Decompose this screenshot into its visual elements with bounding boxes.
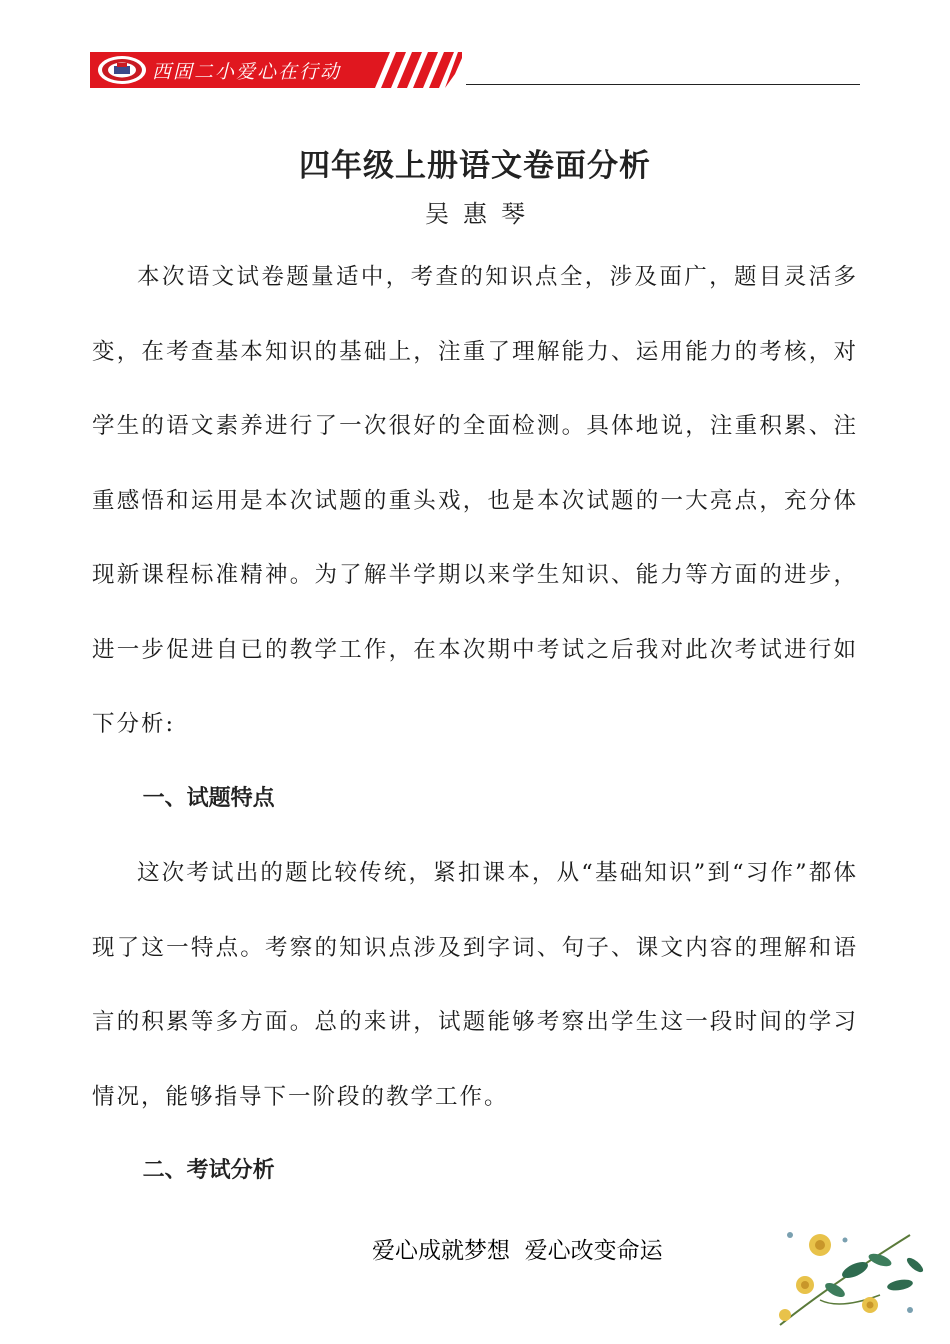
header-rule: [466, 84, 860, 85]
document-body: [92, 240, 858, 1209]
document-title: 四年级上册语文卷面分析: [299, 148, 651, 184]
section-heading-1: 一、试题特点: [142, 785, 275, 811]
school-emblem-icon: [98, 56, 146, 84]
chrysanthemum-flower-icon: [760, 1215, 930, 1330]
intro-paragraph: 本次语文试卷题量适中，考查的知识点全，涉及面广，题目灵活多变，在考查基本知识的基础上，注重了理解能力、运用能力的考核，对学生的语文素养进行了一次很好的全面检测。具体地说，注重积累、注重感悟和运用是本次试题的重头戏，也是本次试题的一大亮点，充分体现新课程标准精神。为了解半学期以来学生知识、能力等方面的进步，进一步促进自已的教学工作，在本次期中考试之后我对此次考试进行如下分析:: [92, 264, 858, 737]
footer-slogan: 爱心成就梦想 爱心改变命运: [372, 1238, 663, 1264]
header-banner: [90, 52, 462, 88]
document-author: 吴惠琴: [425, 200, 539, 228]
section-heading-2: 二、考试分析: [142, 1158, 275, 1183]
banner-title: 西固二小爱心在行动: [152, 61, 342, 83]
section-1-paragraph: 这次考试出的题比较传统，紧扣课本，从“基础知识”到“习作”都体现了这一特点。考察的知识点涉及到字词、句子、课文内容的理解和语言的积累等多方面。总的来讲，试题能够考察出学生这一段时间的学习情况，能够指导下一阶段的教学工作。: [92, 860, 858, 1110]
